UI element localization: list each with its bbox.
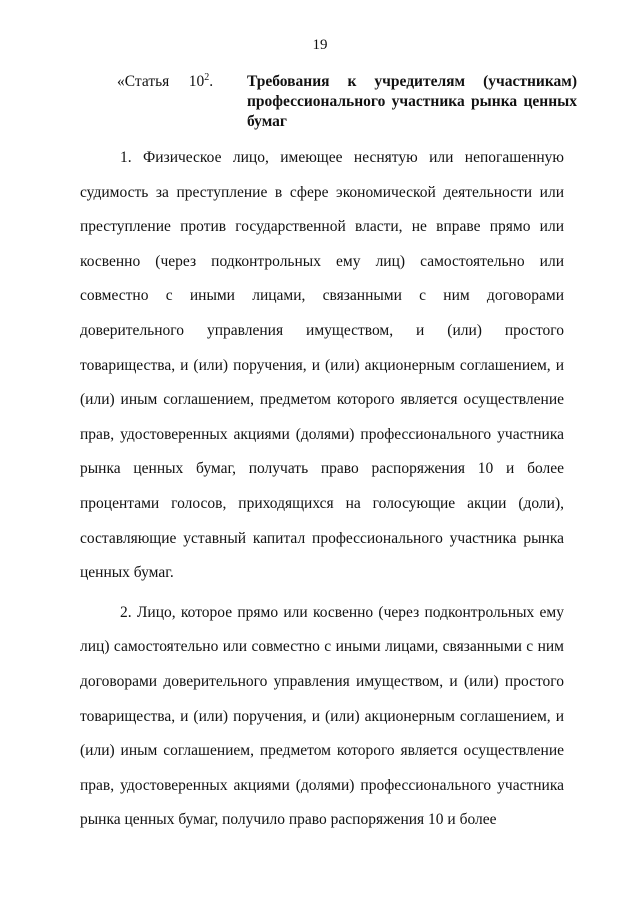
page-number: 19 (312, 37, 328, 53)
article-number: 10 (188, 73, 205, 90)
article-prefix: «Статья (117, 73, 170, 90)
paragraph-2: 2. Лицо, которое прямо или косвенно (через подконтрольных ему лиц) самостоятельно или совместно с иными лицами, связанными с ним договорами доверительного управления имуществом, и (или) простого товарищества, и (или) поручения, и (или) акционерным соглашением, и (или) иным соглашением, предметом которого является осуществление прав, удостоверенных акциями (долями) профессионального участника рынка ценных бумаг, получило право распоряжения 10 и более (80, 603, 564, 829)
article-label (117, 72, 213, 92)
article-number-suffix: . (209, 73, 214, 90)
article-superscript: 2 (204, 72, 210, 83)
article-body (80, 141, 564, 838)
article-title: Требования к учредителям (участникам) профессионального участника рынка ценных бумаг (247, 73, 577, 130)
paragraph-1: 1. Физическое лицо, имеющее неснятую или непогашенную судимость за преступление в сфере экономической деятельности или преступление против государственной власти, не вправе прямо или косвенно (через подконтрольных ему лиц) самостоятельно или совместно с иными лицами, связанными с ним договорами доверительного управления имуществом, и (или) простого товарищества, и (или) поручения, и (или) акционерным соглашением, и (или) иным соглашением, предметом которого является осуществление прав, удостоверенных акциями (долями) профессионального участника рынка ценных бумаг, получать право распоряжения 10 и более процентами голосов, приходящихся на голосующие акции (доли), составляющие уставный капитал профессионального участника рынка ценных бумаг. (80, 149, 564, 582)
